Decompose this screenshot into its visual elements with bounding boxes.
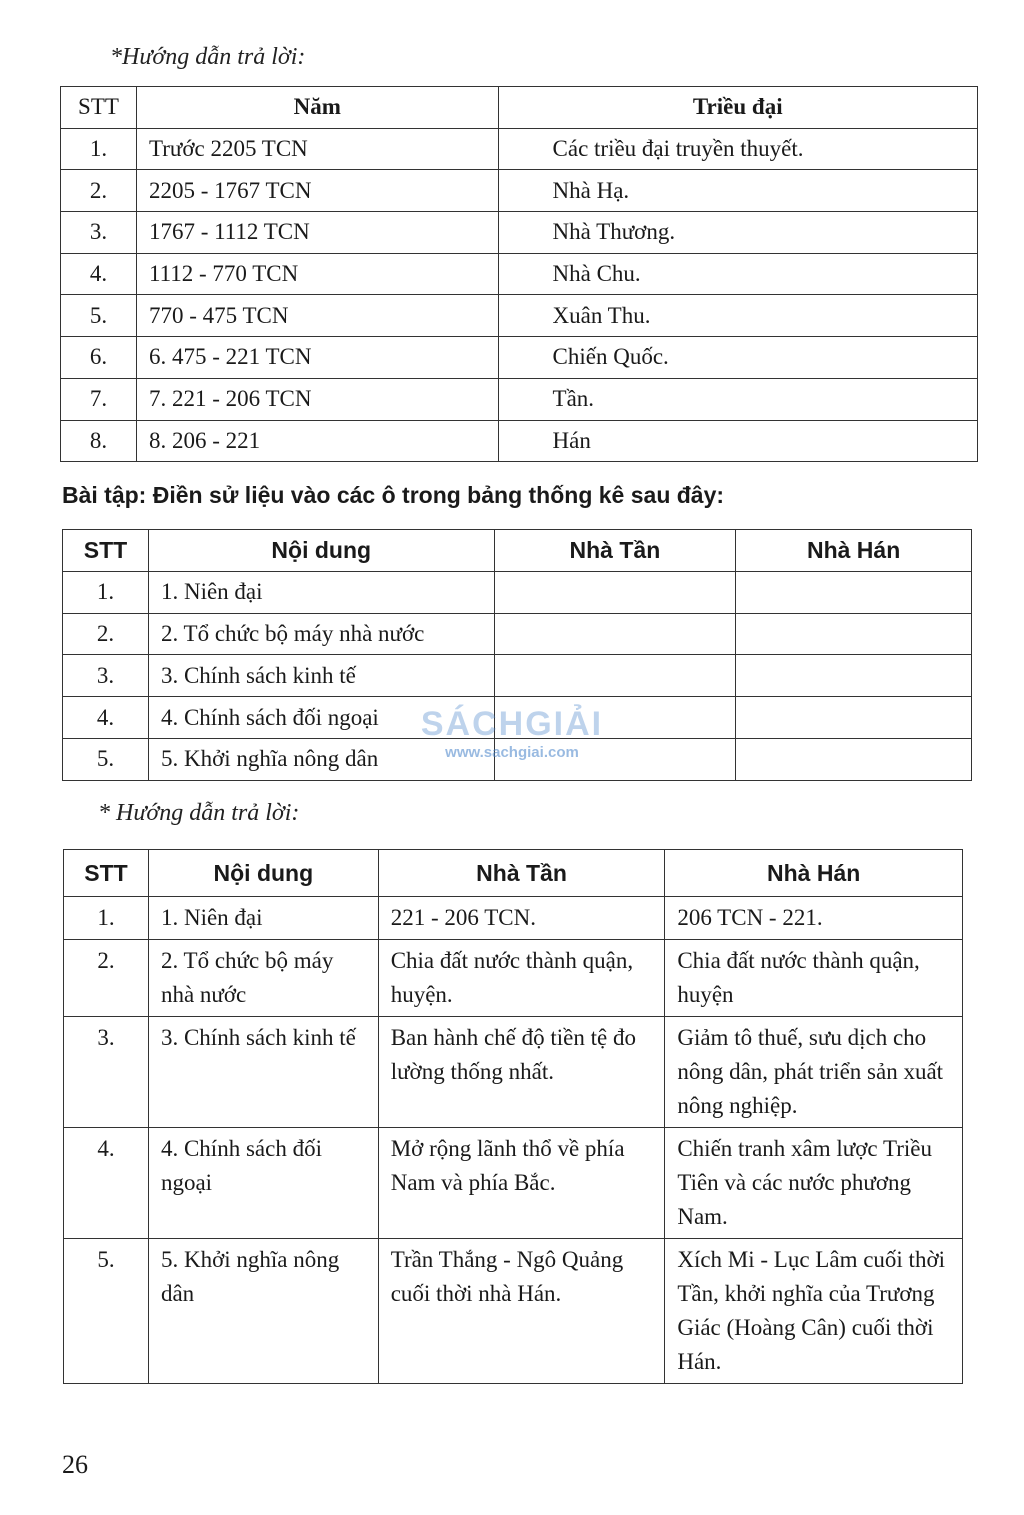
header-stt: STT	[63, 530, 149, 572]
cell-han: Chia đất nước thành quận, huyện	[665, 940, 963, 1017]
cell-content: 5. Khởi nghĩa nông dân	[148, 1239, 378, 1384]
header-qin: Nhà Tần	[494, 530, 736, 572]
table-row	[64, 1128, 963, 1239]
cell-dynasty: Nhà Hạ.	[498, 170, 977, 212]
cell-dynasty: Xuân Thu.	[498, 295, 977, 337]
page-number: 26	[62, 1450, 88, 1479]
table-row	[61, 253, 978, 295]
cell-content: 4. Chính sách đối ngoại	[148, 697, 494, 739]
cell-qin	[494, 655, 736, 697]
cell-stt: 5.	[64, 1239, 149, 1384]
table-header-row	[63, 530, 972, 572]
cell-content: 1. Niên đại	[148, 897, 378, 940]
cell-han	[736, 697, 972, 739]
cell-stt: 5.	[63, 738, 149, 780]
cell-qin: Trần Thắng - Ngô Quảng cuối thời nhà Hán.	[378, 1239, 665, 1384]
table-row	[61, 420, 978, 462]
cell-dynasty: Các triều đại truyền thuyết.	[498, 128, 977, 170]
cell-stt: 1.	[63, 571, 149, 613]
cell-year: Trước 2205 TCN	[136, 128, 498, 170]
cell-han	[736, 613, 972, 655]
cell-stt: 4.	[64, 1128, 149, 1239]
cell-content: 1. Niên đại	[148, 571, 494, 613]
table-row	[64, 940, 963, 1017]
cell-qin	[494, 613, 736, 655]
table-row	[64, 1239, 963, 1384]
table-row	[61, 378, 978, 420]
cell-dynasty: Tần.	[498, 378, 977, 420]
cell-han	[736, 738, 972, 780]
cell-stt: 7.	[61, 378, 137, 420]
cell-han	[736, 655, 972, 697]
cell-stt: 3.	[61, 212, 137, 254]
header-qin: Nhà Tần	[378, 850, 665, 897]
guide-heading-2: * Hướng dẫn trả lời:	[98, 800, 300, 826]
cell-content: 2. Tổ chức bộ máy nhà nước	[148, 613, 494, 655]
cell-stt: 3.	[63, 655, 149, 697]
table-row	[61, 295, 978, 337]
cell-stt: 2.	[64, 940, 149, 1017]
cell-stt: 3.	[64, 1017, 149, 1128]
header-han: Nhà Hán	[736, 530, 972, 572]
cell-year: 7. 221 - 206 TCN	[136, 378, 498, 420]
cell-year: 1112 - 770 TCN	[136, 253, 498, 295]
table-row	[64, 897, 963, 940]
cell-stt: 2.	[63, 613, 149, 655]
cell-content: 4. Chính sách đối ngoại	[148, 1128, 378, 1239]
guide-heading-1: *Hướng dẫn trả lời:	[110, 44, 306, 70]
cell-dynasty: Nhà Thương.	[498, 212, 977, 254]
cell-qin: Mở rộng lãnh thổ về phía Nam và phía Bắc.	[378, 1128, 665, 1239]
table-row	[61, 212, 978, 254]
table-header-row	[64, 850, 963, 897]
cell-year: 770 - 475 TCN	[136, 295, 498, 337]
table-row	[63, 571, 972, 613]
cell-content: 5. Khởi nghĩa nông dân	[148, 738, 494, 780]
cell-qin: Chia đất nước thành quận, huyện.	[378, 940, 665, 1017]
cell-content: 2. Tổ chức bộ máy nhà nước	[148, 940, 378, 1017]
table-row	[64, 1017, 963, 1128]
header-year: Năm	[136, 87, 498, 129]
dynasty-timeline-table	[60, 86, 978, 462]
cell-year: 6. 475 - 221 TCN	[136, 337, 498, 379]
cell-year: 8. 206 - 221	[136, 420, 498, 462]
cell-stt: 5.	[61, 295, 137, 337]
cell-han: Giảm tô thuế, sưu dịch cho nông dân, phát triển sản xuất nông nghiệp.	[665, 1017, 963, 1128]
cell-dynasty: Nhà Chu.	[498, 253, 977, 295]
cell-stt: 1.	[61, 128, 137, 170]
cell-stt: 2.	[61, 170, 137, 212]
table-header-row	[61, 87, 978, 129]
cell-qin	[494, 571, 736, 613]
cell-stt: 4.	[63, 697, 149, 739]
cell-han	[736, 571, 972, 613]
table-row	[61, 128, 978, 170]
cell-stt: 1.	[64, 897, 149, 940]
cell-qin: Ban hành chế độ tiền tệ đo lường thống nhất.	[378, 1017, 665, 1128]
cell-stt: 4.	[61, 253, 137, 295]
watermark	[412, 705, 612, 761]
cell-content: 3. Chính sách kinh tế	[148, 1017, 378, 1128]
header-han: Nhà Hán	[665, 850, 963, 897]
answer-table	[63, 849, 963, 1384]
header-dynasty: Triều đại	[498, 87, 977, 129]
cell-stt: 8.	[61, 420, 137, 462]
cell-han: Chiến tranh xâm lược Triều Tiên và các nước phương Nam.	[665, 1128, 963, 1239]
cell-dynasty: Chiến Quốc.	[498, 337, 977, 379]
table-row	[63, 655, 972, 697]
cell-dynasty: Hán	[498, 420, 977, 462]
header-content: Nội dung	[148, 530, 494, 572]
watermark-logo: SÁCHGIẢI	[420, 705, 604, 743]
table-row	[63, 613, 972, 655]
cell-year: 1767 - 1112 TCN	[136, 212, 498, 254]
table-row	[61, 170, 978, 212]
cell-content: 3. Chính sách kinh tế	[148, 655, 494, 697]
watermark-url: www.sachgiai.com	[445, 744, 579, 761]
header-content: Nội dung	[148, 850, 378, 897]
table-row	[61, 337, 978, 379]
header-stt: STT	[64, 850, 149, 897]
cell-qin: 221 - 206 TCN.	[378, 897, 665, 940]
header-stt: STT	[61, 87, 137, 129]
cell-han: Xích Mi - Lục Lâm cuối thời Tần, khởi nghĩa của Trương Giác (Hoàng Cân) cuối thời Hán.	[665, 1239, 963, 1384]
cell-year: 2205 - 1767 TCN	[136, 170, 498, 212]
cell-han: 206 TCN - 221.	[665, 897, 963, 940]
exercise-title: Bài tập: Điền sử liệu vào các ô trong bảng thống kê sau đây:	[62, 482, 725, 508]
cell-stt: 6.	[61, 337, 137, 379]
